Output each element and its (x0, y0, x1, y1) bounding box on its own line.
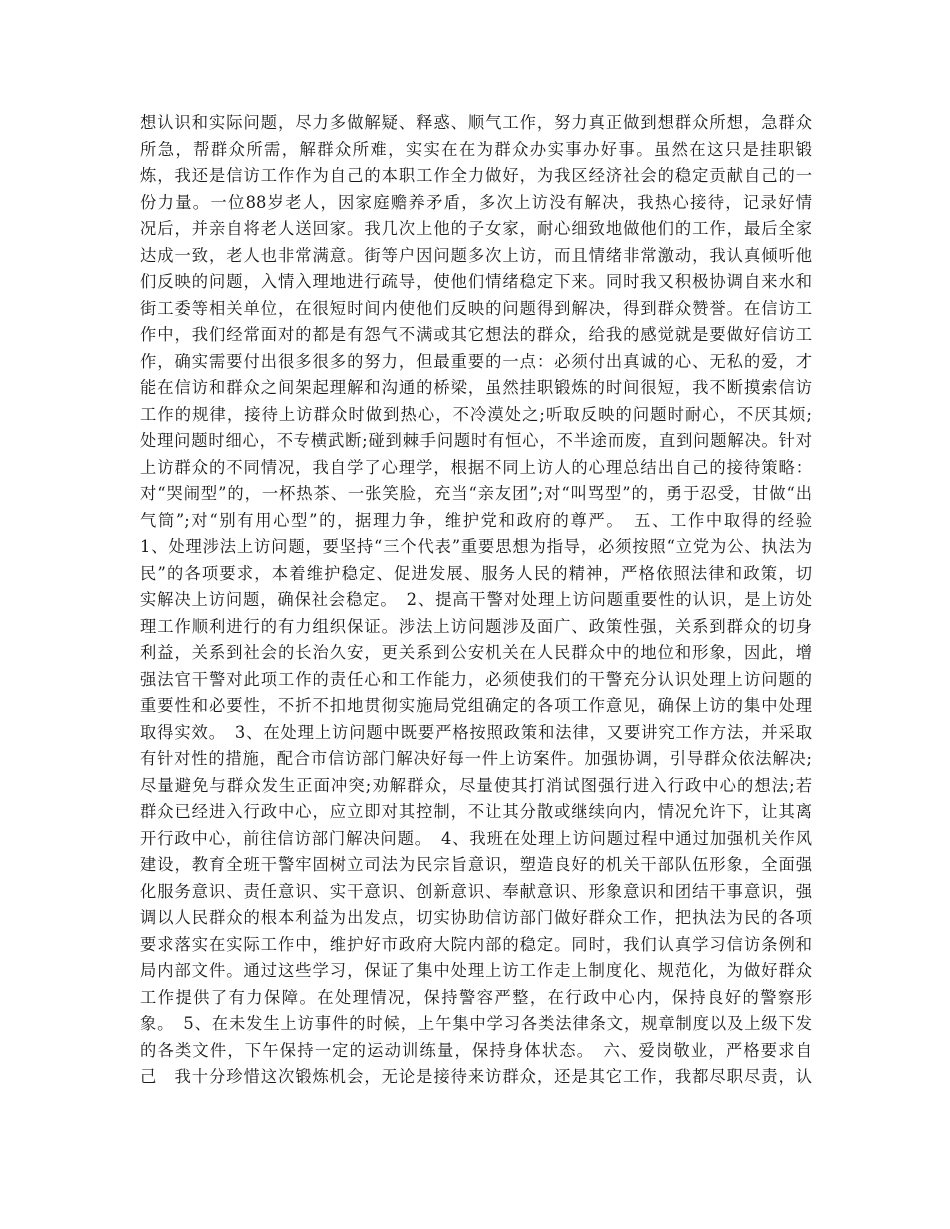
text-line: 作，确实需要付出很多很多的努力，但最重要的一点：必须付出真诚的心、无私的爱，才 (140, 351, 812, 371)
text-line: 处理问题时细心，不专横武断;碰到棘手问题时有恒心，不半途而废，直到问题解决。针对 (140, 431, 812, 450)
text-line: 对“哭闹型”的，一杯热茶、一张笑脸，充当“亲友团”;对“叫骂型”的，勇于忍受，甘做“出 (140, 484, 812, 503)
text-line: 气筒”;对“别有用心型”的，据理力争，维护党和政府的尊严。 五、工作中取得的经验 (140, 510, 812, 530)
text-line: 工作的规律，接待上访群众时做到热心，不冷漠处之;听取反映的问题时耐心，不厌其烦; (140, 404, 812, 424)
text-line: 重要性和必要性，不折不扣地贯彻实施局党组确定的各项工作意见，确保上访的集中处理 (140, 696, 812, 715)
text-line: 要求落实在实际工作中，维护好市政府大院内部的稳定。同时，我们认真学习信访条例和 (140, 934, 812, 954)
text-line: 炼，我还是信访工作作为自己的本职工作全力做好，为我区经济社会的稳定贡献自己的一 (140, 166, 812, 185)
text-line: 局内部文件。通过这些学习，保证了集中处理上访工作走上制度化、规范化，为做好群众 (140, 961, 812, 980)
text-line: 达成一致，老人也非常满意。街等户因问题多次上访，而且情绪非常激动，我认真倾听他 (140, 245, 812, 265)
text-line: 街工委等相关单位，在很短时间内使他们反映的问题得到解决，得到群众赞誉。在信访工 (140, 298, 812, 318)
text-line: 己 我十分珍惜这次锻炼机会，无论是接待来访群众，还是其它工作，我都尽职尽责，认 (140, 1067, 812, 1086)
text-line: 利益，关系到社会的长治久安，更关系到公安机关在人民群众中的地位和形象，因此，增 (140, 643, 812, 662)
text-line: 想认识和实际问题，尽力多做解疑、释惑、顺气工作，努力真正做到想群众所想，急群众 (140, 113, 812, 132)
text-line: 理工作顺利进行的有力组织保证。涉法上访问题涉及面广、政策性强，关系到群众的切身 (140, 616, 812, 636)
text-line: 实解决上访问题，确保社会稳定。 2、提高干警对处理上访问题重要性的认识，是上访处 (140, 590, 812, 609)
text-line: 建设，教育全班干警牢固树立司法为民宗旨意识，塑造良好的机关干部队伍形象，全面强 (140, 855, 812, 874)
text-line: 象。 5、在未发生上访事件的时候，上午集中学习各类法律条文，规章制度以及上级下发 (140, 1014, 812, 1033)
text-line: 们反映的问题，入情入理地进行疏导，使他们情绪稳定下来。同时我又积极协调自来水和 (140, 272, 812, 291)
text-line: 况后，并亲自将老人送回家。我几次上他的子女家，耐心细致地做他们的工作，最后全家 (140, 219, 812, 238)
text-line: 作中，我们经常面对的都是有怨气不满或其它想法的群众，给我的感觉就是要做好信访工 (140, 325, 812, 344)
text-line: 上访群众的不同情况，我自学了心理学，根据不同上访人的心理总结出自己的接待策略： (140, 457, 812, 477)
text-line: 取得实效。 3、在处理上访问题中既要严格按照政策和法律，又要讲究工作方法，并采取 (140, 722, 812, 742)
text-line: 份力量。一位88岁老人，因家庭赡养矛盾，多次上访没有解决，我热心接待，记录好情 (140, 192, 812, 212)
text-line: 尽量避免与群众发生正面冲突;劝解群众，尽量使其打消试图强行进入行政中心的想法;若 (140, 775, 812, 795)
text-line: 的各类文件，下午保持一定的运动训练量，保持身体状态。 六、爱岗敬业，严格要求自 (140, 1040, 812, 1060)
text-line: 化服务意识、责任意识、实干意识、创新意识、奉献意识、形象意识和团结干事意识，强 (140, 881, 812, 901)
text-line: 开行政中心，前往信访部门解决问题。 4、我班在处理上访问题过程中通过加强机关作风 (140, 828, 812, 848)
text-line: 群众已经进入行政中心，应立即对其控制，不让其分散或继续向内，情况允许下，让其离 (140, 802, 812, 821)
text-line: 工作提供了有力保障。在处理情况，保持警容严整，在行政中心内，保持良好的警察形 (140, 987, 812, 1007)
text-line: 调以人民群众的根本利益为出发点，切实协助信访部门做好群众工作，把执法为民的各项 (140, 908, 812, 927)
text-line: 能在信访和群众之间架起理解和沟通的桥梁，虽然挂职锻炼的时间很短，我不断摸索信访 (140, 378, 812, 397)
text-line: 所急，帮群众所需，解群众所难，实实在在为群众办实事办好事。虽然在这只是挂职锻 (140, 139, 812, 159)
text-line: 1、处理涉法上访问题，要坚持“三个代表”重要思想为指导，必须按照“立党为公、执法为 (140, 537, 812, 556)
text-line: 有针对性的措施，配合市信访部门解决好每一件上访案件。加强协调，引导群众依法解决; (140, 749, 812, 768)
text-line: 强法官干警对此项工作的责任心和工作能力，必须使我们的干警充分认识处理上访问题的 (140, 669, 812, 689)
body-text (140, 110, 812, 1091)
text-line: 民”的各项要求，本着维护稳定、促进发展、服务人民的精神，严格依照法律和政策，切 (140, 563, 812, 583)
